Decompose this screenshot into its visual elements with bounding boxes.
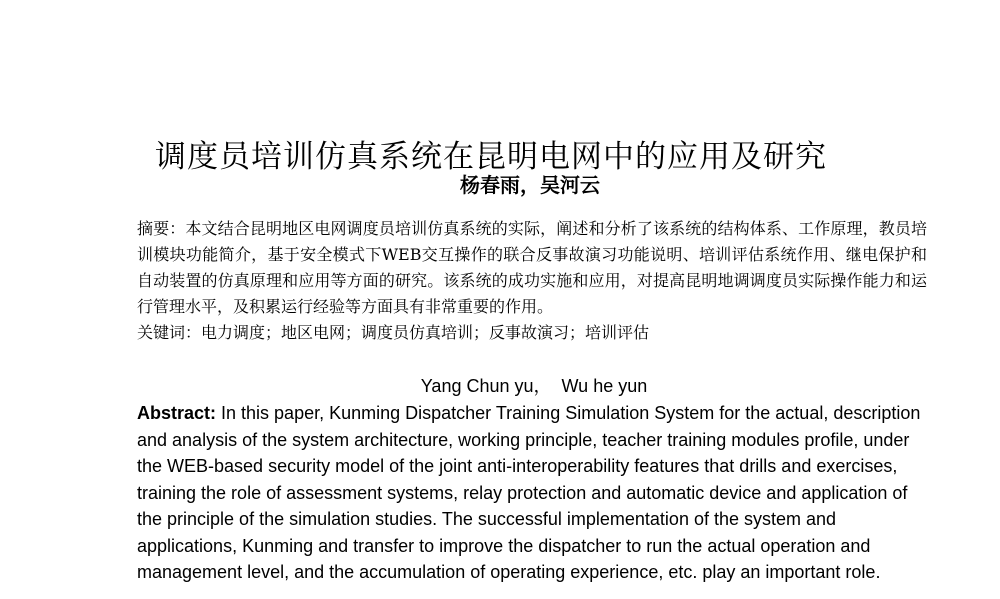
chinese-abstract-label: 摘要：	[137, 219, 186, 238]
authors-english: Yang Chun yu， Wu he yun	[420, 376, 648, 396]
paper-title: 调度员培训仿真系统在昆明电网中的应用及研究	[155, 138, 827, 175]
english-abstract	[137, 400, 937, 586]
english-abstract-text: In this paper, Kunming Dispatcher Training Simulation System for the actual, description and analysis of the system architecture, working principle, teacher training modules profile, under the WEB-based security model of the joint anti-interoperability features that drills and exercises, training the role of assessment systems, relay protection and automatic device and application of the principle of the simulation studies. The successful implementation of the system and applications, Kunming and transfer to improve the dispatcher to run the actual operation and management level, and the accumulation of operating experience, etc. play an important role.	[137, 403, 921, 582]
chinese-abstract	[137, 216, 927, 320]
chinese-keywords	[137, 320, 927, 346]
authors-chinese: 杨春雨，吴河云	[460, 173, 600, 197]
chinese-keywords-label: 关键词：	[137, 323, 202, 342]
chinese-abstract-block	[137, 216, 927, 346]
english-abstract-label: Abstract:	[137, 403, 217, 423]
chinese-keywords-text: 电力调度；地区电网；调度员仿真培训；反事故演习；培训评估	[201, 323, 650, 342]
chinese-abstract-text: 本文结合昆明地区电网调度员培训仿真系统的实际，阐述和分析了该系统的结构体系、工作原理，教员培训模块功能简介，基于安全模式下WEB交互操作的联合反事故演习功能说明、培训评估系统作用、继电保护和自动装置的仿真原理和应用等方面的研究。该系统的成功实施和应用，对提高昆明地调调度员实际操作能力和运行管理水平，及积累运行经验等方面具有非常重要的作用。	[137, 219, 927, 316]
